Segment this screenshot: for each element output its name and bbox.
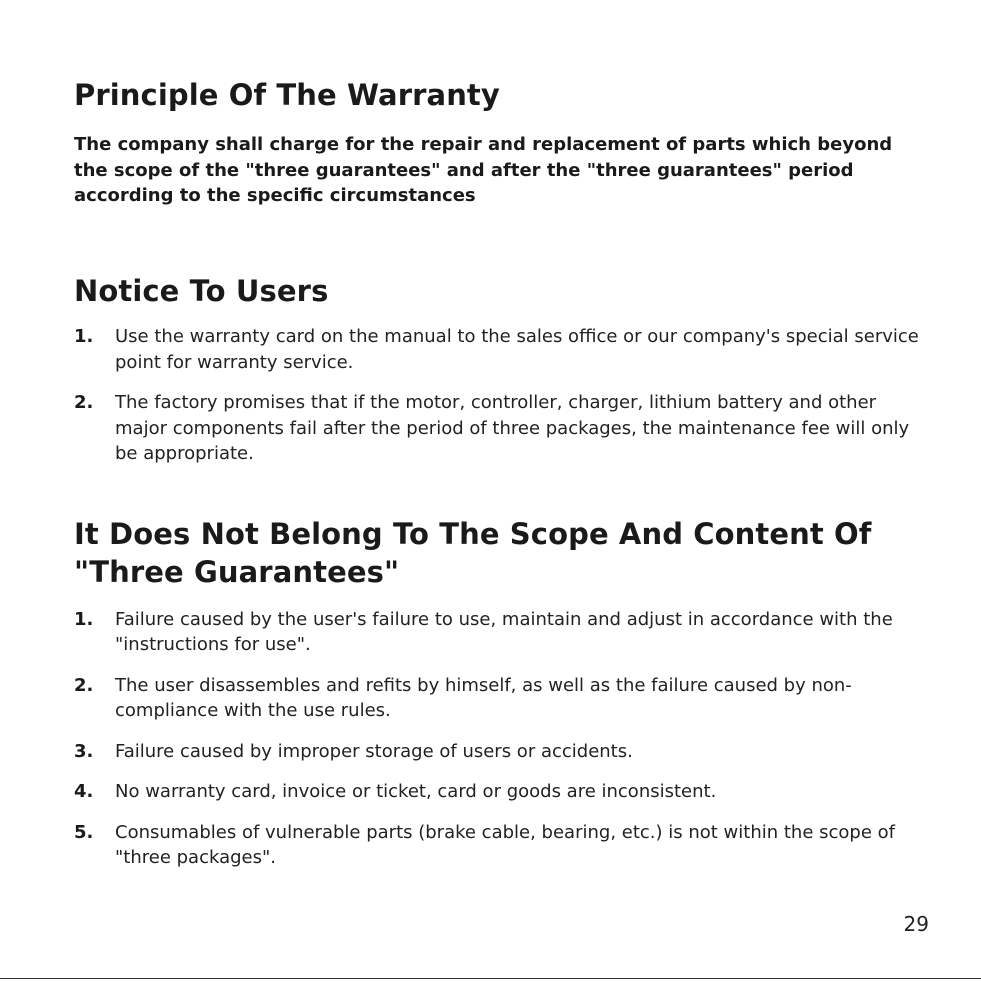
list-item-text: Consumables of vulnerable parts (brake cable, bearing, etc.) is not within the scope of "three packages". bbox=[115, 821, 895, 868]
list-item-number: 1. bbox=[74, 608, 94, 630]
page-content bbox=[74, 76, 944, 886]
list-item bbox=[74, 607, 935, 658]
list-item bbox=[74, 390, 931, 467]
page-number: 29 bbox=[903, 912, 929, 936]
list-item-text: No warranty card, invoice or ticket, card or goods are inconsistent. bbox=[115, 781, 717, 802]
list-item-number: 5. bbox=[74, 821, 94, 843]
warranty-principle-text: The company shall charge for the repair and replacement of parts which beyond the scope of the "three guarantees" and after the "three guarantees" period according to the specific circumstances bbox=[74, 134, 893, 206]
list-item-number: 2. bbox=[74, 674, 94, 696]
section-exclusions bbox=[74, 515, 944, 871]
section-title-warranty-principle: Principle Of The Warranty bbox=[74, 78, 500, 112]
list-item-text: Failure caused by the user's failure to use, maintain and adjust in accordance with the "instructions for use". bbox=[115, 608, 893, 655]
list-item-number: 2. bbox=[74, 392, 94, 413]
section-title-notice-to-users: Notice To Users bbox=[74, 274, 329, 308]
section-notice-to-users bbox=[74, 272, 944, 467]
list-item bbox=[74, 779, 935, 805]
section-warranty-principle bbox=[74, 76, 944, 212]
list-item bbox=[74, 820, 935, 871]
list-item-text: Failure caused by improper storage of users or accidents. bbox=[115, 740, 633, 762]
list-item-number: 1. bbox=[74, 326, 94, 347]
exclusions-list bbox=[74, 607, 944, 871]
list-item-number: 4. bbox=[74, 781, 94, 802]
list-item-number: 3. bbox=[74, 740, 94, 762]
list-item bbox=[74, 324, 931, 375]
bottom-divider bbox=[0, 978, 981, 979]
list-item-text: The factory promises that if the motor, controller, charger, lithium battery and other major components fail after the period of three packages, the maintenance fee will only be appropriate. bbox=[115, 392, 910, 464]
list-item-text: Use the warranty card on the manual to the sales office or our company's special service point for warranty service. bbox=[115, 326, 919, 373]
list-item bbox=[74, 673, 935, 724]
notice-list bbox=[74, 324, 944, 467]
section-title-exclusions: It Does Not Belong To The Scope And Content Of "Three Guarantees" bbox=[74, 516, 872, 589]
list-item-text: The user disassembles and refits by himself, as well as the failure caused by non-compliance with the use rules. bbox=[115, 674, 852, 721]
list-item bbox=[74, 739, 935, 765]
